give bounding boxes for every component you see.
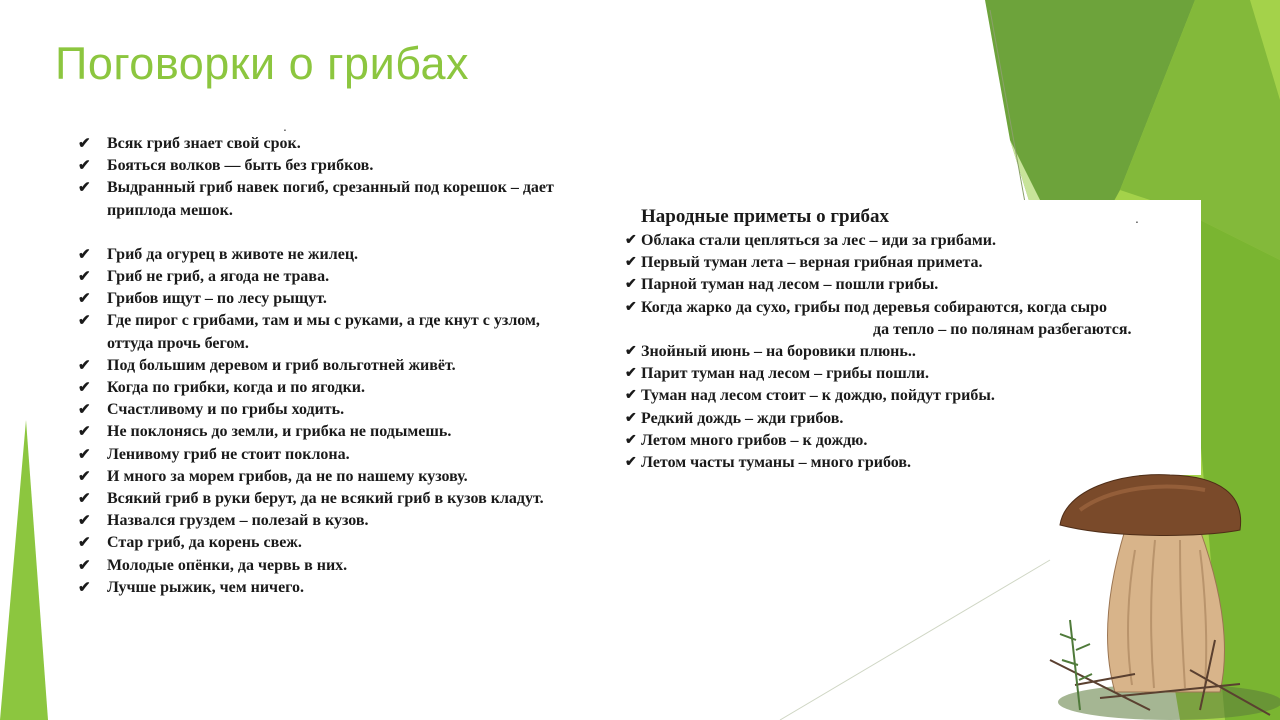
slide-title: Поговорки о грибах bbox=[55, 38, 469, 89]
saying-item bbox=[78, 466, 568, 488]
saying-item bbox=[78, 488, 568, 510]
saying-text: Назвался груздем – полезай в кузов. bbox=[107, 512, 369, 530]
saying-item bbox=[78, 532, 568, 554]
checkmark-icon: ✔ bbox=[78, 269, 91, 286]
checkmark-icon: ✔ bbox=[78, 136, 91, 152]
checkmark-icon: ✔ bbox=[625, 277, 637, 293]
checkmark-icon: ✔ bbox=[625, 388, 637, 404]
omen-item bbox=[625, 385, 1200, 407]
checkmark-icon: ✔ bbox=[625, 432, 637, 448]
mushroom-stem bbox=[1108, 530, 1225, 692]
checkmark-icon: ✔ bbox=[78, 424, 91, 441]
omen-text-continuation: да тепло – по полянам разбегаются. bbox=[873, 320, 1132, 338]
checkmark-icon: ✔ bbox=[625, 255, 637, 271]
checkmark-icon: ✔ bbox=[78, 579, 91, 596]
omens-panel-title: Народные приметы о грибах bbox=[641, 206, 890, 227]
saying-text: Не поклонясь до земли, и грибка не подымешь. bbox=[107, 423, 452, 441]
saying-text: Всяк гриб знает свой срок. bbox=[107, 135, 301, 152]
saying-item bbox=[78, 244, 568, 266]
omen-item bbox=[625, 430, 1200, 452]
omen-text: Парит туман над лесом – грибы пошли. bbox=[641, 365, 929, 383]
green-shape-left-bottom bbox=[0, 420, 48, 720]
omen-text: Редкий дождь – жди грибов. bbox=[641, 409, 844, 427]
checkmark-icon: ✔ bbox=[78, 557, 91, 574]
saying-item bbox=[78, 510, 568, 532]
saying-text: Под большим деревом и гриб вольготней живёт. bbox=[107, 356, 456, 374]
saying-text: Гриб не гриб, а ягода не трава. bbox=[107, 268, 330, 286]
checkmark-icon: ✔ bbox=[625, 233, 637, 248]
checkmark-icon: ✔ bbox=[78, 357, 91, 374]
saying-item bbox=[78, 577, 568, 599]
saying-text: И много за морем грибов, да не по нашему кузову. bbox=[107, 467, 468, 485]
saying-item bbox=[78, 288, 568, 310]
omen-item bbox=[625, 252, 1200, 274]
saying-item bbox=[78, 266, 568, 288]
checkmark-icon: ✔ bbox=[625, 299, 637, 315]
saying-text: Стар гриб, да корень свеж. bbox=[107, 534, 302, 552]
checkmark-icon: ✔ bbox=[78, 513, 91, 530]
omen-item bbox=[625, 297, 1200, 341]
omen-item bbox=[625, 363, 1200, 385]
checkmark-icon: ✔ bbox=[78, 380, 91, 397]
saying-text: Счастливому и по грибы ходить. bbox=[107, 401, 345, 419]
omen-text: Парной туман над лесом – пошли грибы. bbox=[641, 276, 939, 294]
saying-text: Выдранный гриб навек погиб, срезанный под корешок – дает приплода мешок. bbox=[107, 179, 554, 219]
saying-item bbox=[78, 399, 568, 421]
checkmark-icon: ✔ bbox=[625, 366, 637, 382]
checkmark-icon: ✔ bbox=[78, 246, 91, 263]
decor-dot: . bbox=[283, 118, 287, 134]
omen-text: Когда жарко да сухо, грибы под деревья собираются, когда сыро bbox=[641, 298, 1108, 316]
checkmark-icon: ✔ bbox=[78, 446, 91, 463]
saying-item bbox=[78, 444, 568, 466]
checkmark-icon: ✔ bbox=[78, 468, 91, 485]
omens-list bbox=[625, 230, 1200, 474]
saying-text: Где пирог с грибами, там и мы с руками, а где кнут с узлом, оттуда прочь бегом. bbox=[107, 312, 540, 352]
checkmark-icon: ✔ bbox=[78, 291, 91, 308]
checkmark-icon: ✔ bbox=[625, 455, 637, 471]
checkmark-icon: ✔ bbox=[78, 158, 91, 175]
saying-text: Когда по грибки, когда и по ягодки. bbox=[107, 379, 366, 397]
saying-text: Бояться волков — быть без грибков. bbox=[107, 157, 374, 175]
checkmark-icon: ✔ bbox=[78, 313, 91, 330]
saying-item bbox=[78, 155, 568, 177]
omen-item bbox=[625, 230, 1200, 252]
saying-item bbox=[78, 310, 568, 354]
omen-text: Облака стали цепляться за лес – иди за грибами. bbox=[641, 232, 997, 249]
saying-item bbox=[78, 355, 568, 377]
saying-item bbox=[78, 555, 568, 577]
saying-text: Молодые опёнки, да червь в них. bbox=[107, 556, 348, 574]
saying-text: Лучше рыжик, чем ничего. bbox=[107, 578, 305, 596]
omen-item bbox=[625, 274, 1200, 296]
saying-text: Всякий гриб в руки берут, да не всякий гриб в кузов кладут. bbox=[107, 490, 544, 508]
checkmark-icon: ✔ bbox=[78, 180, 91, 197]
omen-item bbox=[625, 408, 1200, 430]
saying-item bbox=[78, 133, 568, 155]
saying-item bbox=[78, 177, 568, 221]
omen-text: Первый туман лета – верная грибная примета. bbox=[641, 254, 983, 272]
checkmark-icon: ✔ bbox=[78, 535, 91, 552]
omens-panel bbox=[613, 200, 1201, 475]
saying-item bbox=[78, 421, 568, 443]
omen-text: Туман над лесом стоит – к дождю, пойдут грибы. bbox=[641, 387, 995, 405]
omen-text: Летом много грибов – к дождю. bbox=[641, 431, 868, 449]
decor-line-bottom bbox=[780, 560, 1050, 720]
checkmark-icon: ✔ bbox=[78, 491, 91, 508]
saying-text: Грибов ищут – по лесу рыщут. bbox=[107, 290, 327, 308]
omen-text: Летом часты туманы – много грибов. bbox=[641, 454, 911, 472]
sayings-list bbox=[78, 133, 568, 599]
porcini-mushroom-icon bbox=[1040, 470, 1280, 720]
saying-item bbox=[78, 377, 568, 399]
checkmark-icon: ✔ bbox=[625, 410, 637, 426]
checkmark-icon: ✔ bbox=[78, 402, 91, 419]
omen-text: Знойный июнь – на боровики плюнь.. bbox=[641, 343, 916, 361]
saying-text: Ленивому гриб не стоит поклона. bbox=[107, 445, 350, 463]
saying-text: Гриб да огурец в животе не жилец. bbox=[107, 245, 359, 263]
checkmark-icon: ✔ bbox=[625, 344, 637, 360]
decor-dot: . bbox=[1135, 210, 1139, 226]
omen-item bbox=[625, 341, 1200, 363]
